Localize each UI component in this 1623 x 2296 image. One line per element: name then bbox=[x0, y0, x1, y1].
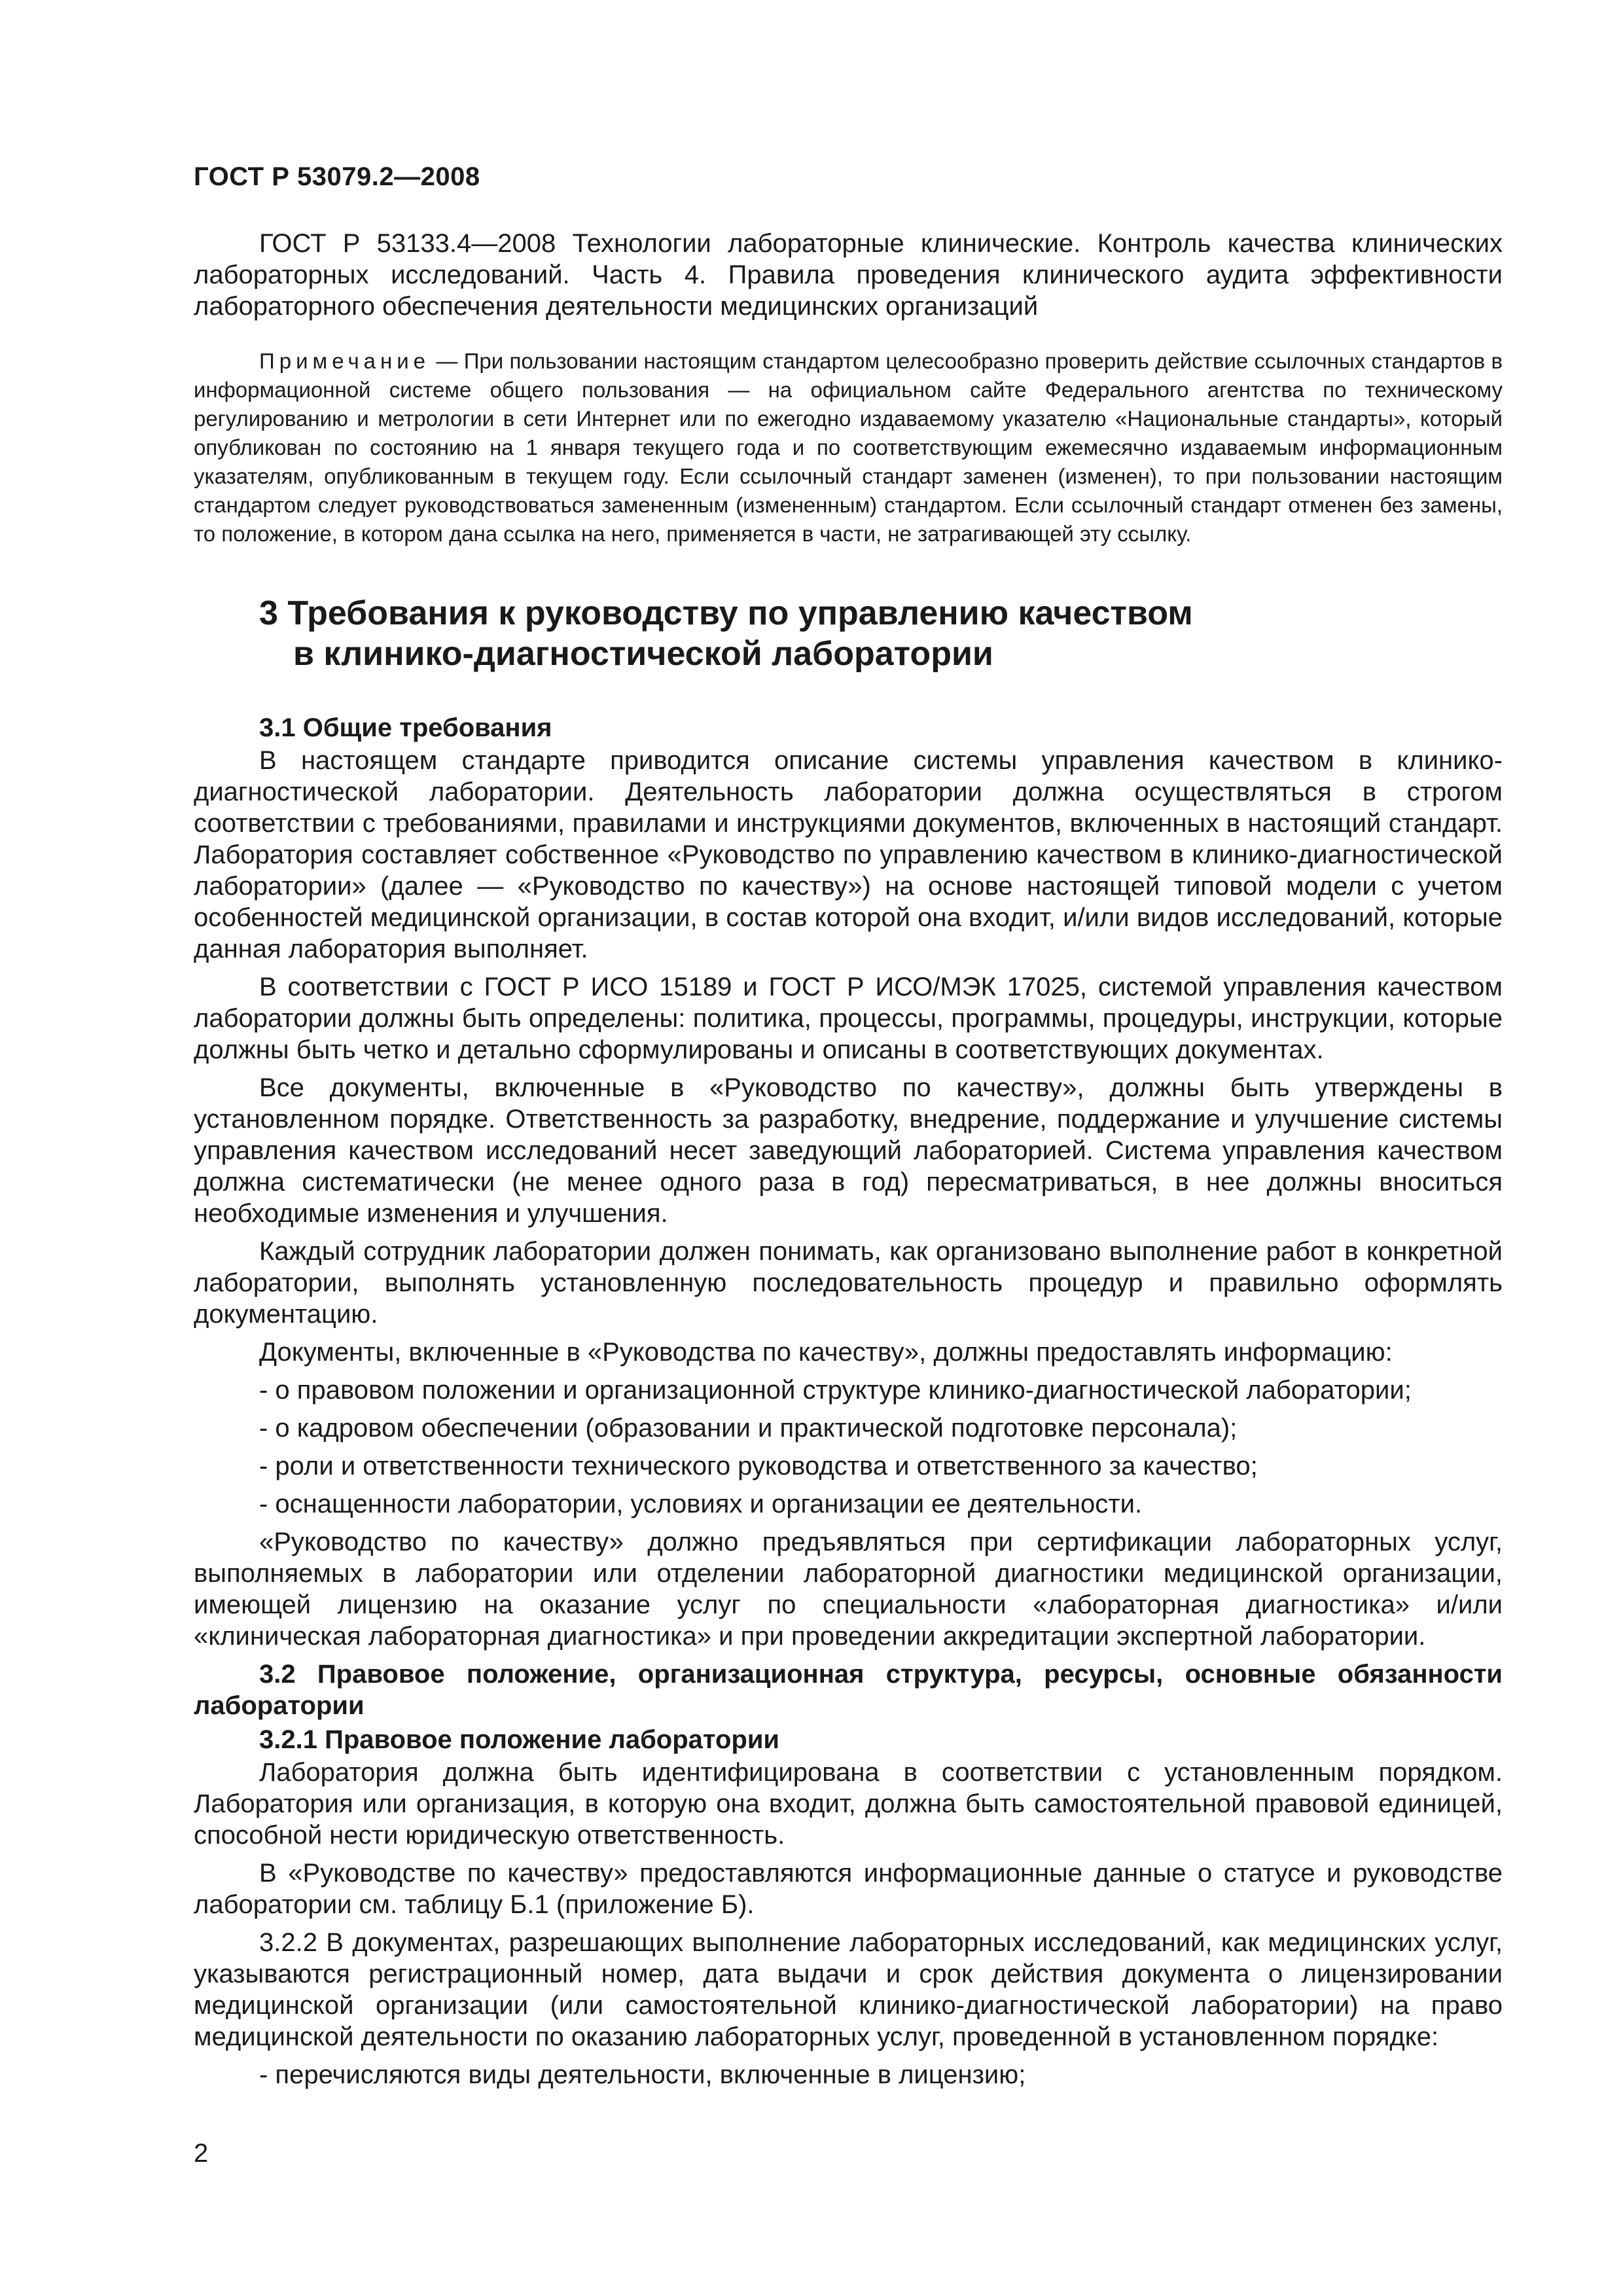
note-paragraph bbox=[194, 347, 1503, 548]
section-3-title-line-2: в клинико-диагностической лаборатории bbox=[293, 635, 993, 673]
section-3-title-line-1: 3 Требования к руководству по управлению качеством bbox=[259, 594, 1193, 632]
paragraph: Документы, включенные в «Руководства по качеству», должны предоставлять информацию: bbox=[259, 1338, 1393, 1367]
paragraph: В соответствии с ГОСТ Р ИСО 15189 и ГОСТ Р ИСО/МЭК 17025, системой управления качеством лаборатории должны быть определены: политика, процессы, программы, процедуры, инструкции, которые должны быть четко и детально сформулированы и описаны в соответствующих документах. bbox=[194, 973, 1503, 1064]
subsection-3-1-heading: 3.1 Общие требования bbox=[259, 713, 552, 742]
paragraph: В «Руководстве по качеству» предоставляются информационные данные о статусе и руководстве лаборатории см. таблицу Б.1 (приложение Б). bbox=[194, 1859, 1503, 1919]
document-body bbox=[194, 228, 1503, 2097]
list-item: - перечисляются виды деятельности, включенные в лицензию; bbox=[259, 2060, 1026, 2089]
paragraph: Все документы, включенные в «Руководство по качеству», должны быть утверждены в установленном порядке. Ответственность за разработку, внедрение, поддержание и улучшение системы управления качеством исследований несет заведующий лабораторией. Система управления качеством должна систематически (не менее одного раза в год) пересматриваться, в нее должны вноситься необходимые изменения и улучшения. bbox=[194, 1073, 1503, 1228]
paragraph: Каждый сотрудник лаборатории должен понимать, как организовано выполнение работ в конкретной лаборатории, выполнять установленную последовательность процедур и правильно оформлять документацию. bbox=[194, 1237, 1503, 1329]
list-item: - роли и ответственности технического руководства и ответственного за качество; bbox=[259, 1452, 1258, 1480]
page-number: 2 bbox=[194, 2139, 209, 2168]
note-label: Примечание bbox=[259, 349, 431, 373]
subsection-3-2-1-heading: 3.2.1 Правовое положение лаборатории bbox=[259, 1725, 780, 1754]
license-list bbox=[194, 2059, 1503, 2090]
section-3-title bbox=[194, 593, 1503, 674]
document-code-header: ГОСТ Р 53079.2—2008 bbox=[194, 162, 480, 191]
subsection-3-2-heading: 3.2 Правовое положение, организационная структура, ресурсы, основные обязанности лаборатории bbox=[194, 1660, 1503, 1720]
list-item: - о кадровом обеспечении (образовании и практической подготовке персонала); bbox=[259, 1414, 1238, 1443]
information-list bbox=[194, 1374, 1503, 1520]
normative-reference: ГОСТ Р 53133.4—2008 Технологии лабораторные клинические. Контроль качества клинических лабораторных исследований. Часть 4. Правила проведения клинического аудита эффективности лабораторного обеспечения деятельности медицинских организаций bbox=[194, 229, 1503, 321]
note-text: — При пользовании настоящим стандартом целесообразно проверить действие ссылочных стандартов в информационной системе общего пользования — на официальном сайте Федерального агентства по техническому регулированию и метрологии в сети Интернет или по ежегодно издаваемому указателю «Национальные стандарты», который опубликован по состоянию на 1 января текущего года и по соответствующим ежемесячно издаваемым информационным указателям, опубликованным в текущем году. Если ссылочный стандарт заменен (изменен), то при пользовании настоящим стандартом следует руководствоваться замененным (измененным) стандартом. Если ссылочный стандарт отменен без замены, то положение, в котором дана ссылка на него, применяется в части, не затрагивающей эту ссылку. bbox=[194, 349, 1503, 546]
paragraph: В настоящем стандарте приводится описание системы управления качеством в клинико-диагностической лаборатории. Деятельность лаборатории должна осуществляться в строгом соответствии с требованиями, правилами и инструкциями документов, включенных в настоящий стандарт. Лаборатория составляет собственное «Руководство по управлению качеством в клинико-диагностической лаборатории» (далее — «Руководство по качеству») на основе настоящей типовой модели с учетом особенностей медицинской организации, в состав которой она входит, и/или видов исследований, которые данная лаборатория выполняет. bbox=[194, 746, 1503, 963]
paragraph: 3.2.2 В документах, разрешающих выполнение лабораторных исследований, как медицинских услуг, указываются регистрационный номер, дата выдачи и срок действия документа о лицензировании медицинской организации (или самостоятельной клинико-диагностической лаборатории) на право медицинской деятельности по оказанию лабораторных услуг, проведенной в установленном порядке: bbox=[194, 1928, 1503, 2051]
list-item: - оснащенности лаборатории, условиях и организации ее деятельности. bbox=[259, 1490, 1143, 1518]
paragraph: «Руководство по качеству» должно предъявляться при сертификации лабораторных услуг, выполняемых в лаборатории или отделении лабораторной диагностики медицинской организации, имеющей лицензию на оказание услуг по специальности «лабораторная диагностика» и/или «клиническая лабораторная диагностика» и при проведении аккредитации экспертной лаборатории. bbox=[194, 1528, 1503, 1651]
paragraph: Лаборатория должна быть идентифицирована в соответствии с установленным порядком. Лаборатория или организация, в которую она входит, должна быть самостоятельной правовой единицей, способной нести юридическую ответственность. bbox=[194, 1758, 1503, 1850]
list-item: - о правовом положении и организационной структуре клинико-диагностической лаборатории; bbox=[259, 1376, 1412, 1405]
